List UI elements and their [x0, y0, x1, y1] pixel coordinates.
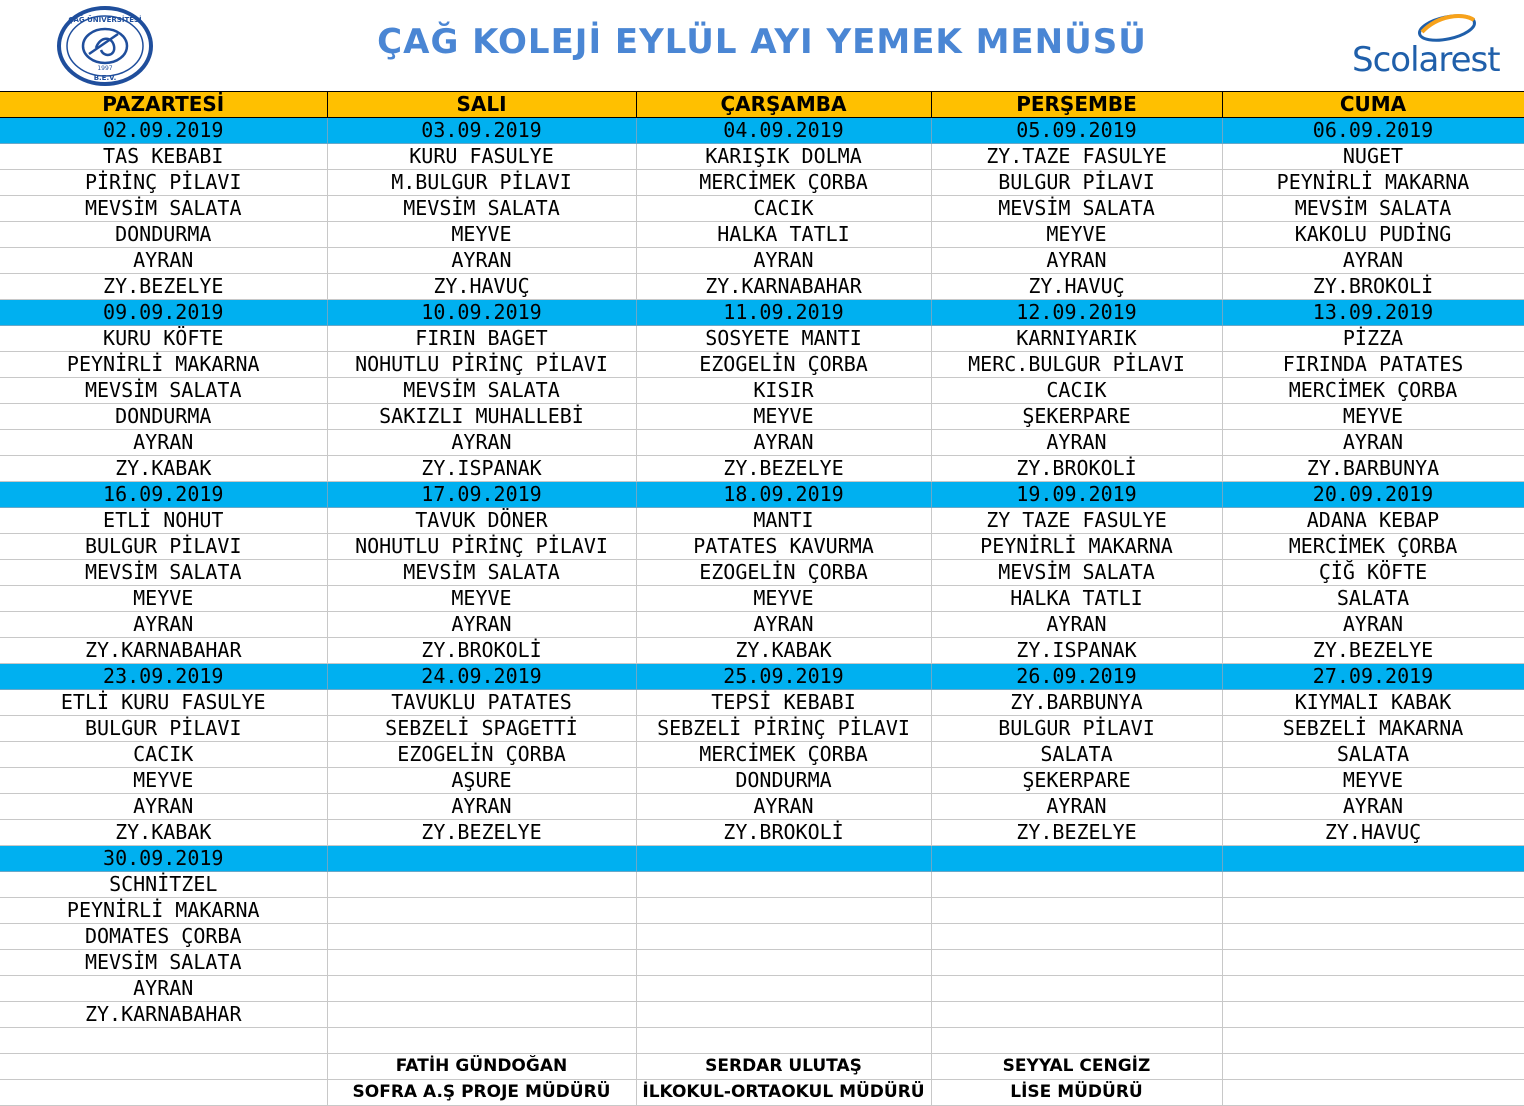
- meal-cell: ZY.BARBUNYA: [1222, 456, 1524, 482]
- meal-cell: AYRAN: [1222, 430, 1524, 456]
- date-cell: 19.09.2019: [931, 482, 1222, 508]
- date-cell: 16.09.2019: [0, 482, 327, 508]
- meal-cell: AYRAN: [931, 612, 1222, 638]
- empty-cell: [636, 1028, 931, 1054]
- signature-name: SERDAR ULUTAŞ: [636, 1054, 931, 1080]
- meal-row: [0, 872, 1524, 898]
- meal-row: [0, 144, 1524, 170]
- meal-cell: BULGUR PİLAVI: [0, 716, 327, 742]
- day-header-row: [0, 92, 1524, 118]
- meal-cell: MERCİMEK ÇORBA: [636, 170, 931, 196]
- meal-cell: SEBZELİ PİRİNÇ PİLAVI: [636, 716, 931, 742]
- meal-row: [0, 404, 1524, 430]
- meal-cell: [636, 898, 931, 924]
- meal-cell: [327, 872, 636, 898]
- meal-cell: SEBZELİ SPAGETTİ: [327, 716, 636, 742]
- signature-role: SOFRA A.Ş PROJE MÜDÜRÜ: [327, 1080, 636, 1106]
- meal-row: [0, 950, 1524, 976]
- meal-row: [0, 716, 1524, 742]
- meal-cell: ETLİ KURU FASULYE: [0, 690, 327, 716]
- meal-row: [0, 768, 1524, 794]
- day-header: CUMA: [1222, 92, 1524, 118]
- meal-cell: [1222, 898, 1524, 924]
- meal-cell: MANTI: [636, 508, 931, 534]
- meal-cell: SAKIZLI MUHALLEBİ: [327, 404, 636, 430]
- signature-role: LİSE MÜDÜRÜ: [931, 1080, 1222, 1106]
- meal-cell: [327, 924, 636, 950]
- meal-cell: [636, 976, 931, 1002]
- meal-cell: AYRAN: [636, 794, 931, 820]
- meal-cell: [931, 976, 1222, 1002]
- meal-cell: MERCİMEK ÇORBA: [636, 742, 931, 768]
- meal-cell: DONDURMA: [0, 404, 327, 430]
- meal-cell: AYRAN: [327, 612, 636, 638]
- signature-role: İLKOKUL-ORTAOKUL MÜDÜRÜ: [636, 1080, 931, 1106]
- empty-cell: [327, 1028, 636, 1054]
- svg-text:ÇAĞ ÜNİVERSİTESİ: ÇAĞ ÜNİVERSİTESİ: [68, 16, 142, 24]
- meal-cell: AYRAN: [636, 430, 931, 456]
- date-row: [0, 482, 1524, 508]
- svg-text:B.E.V.: B.E.V.: [93, 74, 117, 82]
- date-cell: 09.09.2019: [0, 300, 327, 326]
- meal-cell: MEVSİM SALATA: [931, 196, 1222, 222]
- meal-row: [0, 508, 1524, 534]
- meal-cell: CACIK: [636, 196, 931, 222]
- meal-cell: BULGUR PİLAVI: [931, 170, 1222, 196]
- date-cell: 18.09.2019: [636, 482, 931, 508]
- signature-name: FATİH GÜNDOĞAN: [327, 1054, 636, 1080]
- meal-cell: HALKA TATLI: [636, 222, 931, 248]
- meal-cell: ZY.BROKOLİ: [636, 820, 931, 846]
- meal-cell: ZY.BARBUNYA: [931, 690, 1222, 716]
- meal-cell: MEVSİM SALATA: [0, 950, 327, 976]
- meal-cell: ZY.KARNABAHAR: [0, 1002, 327, 1028]
- meal-cell: EZOGELİN ÇORBA: [636, 560, 931, 586]
- date-row: [0, 664, 1524, 690]
- meal-cell: MERCİMEK ÇORBA: [1222, 534, 1524, 560]
- meal-cell: MEVSİM SALATA: [1222, 196, 1524, 222]
- meal-cell: MEYVE: [1222, 768, 1524, 794]
- meal-cell: PEYNİRLİ MAKARNA: [931, 534, 1222, 560]
- date-cell: 17.09.2019: [327, 482, 636, 508]
- meal-cell: ZY.ISPANAK: [931, 638, 1222, 664]
- meal-cell: SOSYETE MANTI: [636, 326, 931, 352]
- meal-cell: PEYNİRLİ MAKARNA: [1222, 170, 1524, 196]
- meal-cell: DONDURMA: [636, 768, 931, 794]
- meal-cell: ZY.BEZELYE: [327, 820, 636, 846]
- meal-cell: NOHUTLU PİRİNÇ PİLAVI: [327, 534, 636, 560]
- meal-row: [0, 378, 1524, 404]
- meal-cell: ŞEKERPARE: [931, 768, 1222, 794]
- day-header: SALI: [327, 92, 636, 118]
- empty-cell: [1222, 1080, 1524, 1106]
- meal-cell: SALATA: [1222, 742, 1524, 768]
- meal-row: [0, 638, 1524, 664]
- meal-cell: PEYNİRLİ MAKARNA: [0, 352, 327, 378]
- meal-cell: MEYVE: [327, 586, 636, 612]
- meal-cell: EZOGELİN ÇORBA: [327, 742, 636, 768]
- date-cell: 05.09.2019: [931, 118, 1222, 144]
- meal-cell: MEVSİM SALATA: [327, 196, 636, 222]
- page-header: [0, 0, 1524, 91]
- date-cell: 24.09.2019: [327, 664, 636, 690]
- meal-row: [0, 794, 1524, 820]
- meal-cell: CACIK: [931, 378, 1222, 404]
- meal-cell: NOHUTLU PİRİNÇ PİLAVI: [327, 352, 636, 378]
- signature-role-row: [0, 1080, 1524, 1106]
- meal-row: [0, 456, 1524, 482]
- meal-cell: ÇİĞ KÖFTE: [1222, 560, 1524, 586]
- empty-cell: [0, 1054, 327, 1080]
- date-row: [0, 846, 1524, 872]
- scolarest-logo: [1352, 10, 1500, 82]
- meal-cell: DONDURMA: [0, 222, 327, 248]
- meal-cell: ZY.BEZELYE: [931, 820, 1222, 846]
- meal-cell: [931, 924, 1222, 950]
- empty-cell: [931, 1028, 1222, 1054]
- meal-cell: KURU KÖFTE: [0, 326, 327, 352]
- date-cell: 23.09.2019: [0, 664, 327, 690]
- meal-row: [0, 352, 1524, 378]
- meal-cell: TAVUKLU PATATES: [327, 690, 636, 716]
- meal-cell: ZY.BEZELYE: [636, 456, 931, 482]
- meal-cell: [636, 872, 931, 898]
- meal-cell: ZY TAZE FASULYE: [931, 508, 1222, 534]
- meal-cell: [931, 898, 1222, 924]
- meal-row: [0, 898, 1524, 924]
- meal-cell: KURU FASULYE: [327, 144, 636, 170]
- meal-cell: [636, 1002, 931, 1028]
- date-cell: 26.09.2019: [931, 664, 1222, 690]
- date-cell: 25.09.2019: [636, 664, 931, 690]
- empty-cell: [1222, 1054, 1524, 1080]
- meal-cell: ZY.BROKOLİ: [327, 638, 636, 664]
- empty-cell: [1222, 1028, 1524, 1054]
- date-cell: [636, 846, 931, 872]
- meal-cell: MEVSİM SALATA: [931, 560, 1222, 586]
- meal-cell: KIYMALI KABAK: [1222, 690, 1524, 716]
- meal-cell: ŞEKERPARE: [931, 404, 1222, 430]
- meal-row: [0, 1002, 1524, 1028]
- meal-cell: FIRINDA PATATES: [1222, 352, 1524, 378]
- meal-cell: ZY.TAZE FASULYE: [931, 144, 1222, 170]
- meal-cell: [931, 1002, 1222, 1028]
- signature-name-row: [0, 1054, 1524, 1080]
- day-header: ÇARŞAMBA: [636, 92, 931, 118]
- meal-row: [0, 170, 1524, 196]
- meal-cell: MEVSİM SALATA: [0, 378, 327, 404]
- meal-cell: MERCİMEK ÇORBA: [1222, 378, 1524, 404]
- meal-cell: AYRAN: [0, 430, 327, 456]
- meal-cell: AYRAN: [931, 248, 1222, 274]
- meal-cell: KAKOLU PUDİNG: [1222, 222, 1524, 248]
- meal-cell: MEYVE: [0, 586, 327, 612]
- meal-cell: [327, 950, 636, 976]
- meal-row: [0, 924, 1524, 950]
- meal-row: [0, 222, 1524, 248]
- meal-cell: MEYVE: [636, 404, 931, 430]
- meal-cell: AYRAN: [0, 976, 327, 1002]
- meal-cell: SALATA: [931, 742, 1222, 768]
- meal-cell: [636, 924, 931, 950]
- signature-name: SEYYAL CENGİZ: [931, 1054, 1222, 1080]
- meal-cell: ZY.ISPANAK: [327, 456, 636, 482]
- meal-cell: PİRİNÇ PİLAVI: [0, 170, 327, 196]
- spacer-row: [0, 1028, 1524, 1054]
- meal-row: [0, 196, 1524, 222]
- meal-cell: SEBZELİ MAKARNA: [1222, 716, 1524, 742]
- date-cell: 10.09.2019: [327, 300, 636, 326]
- meal-cell: PEYNİRLİ MAKARNA: [0, 898, 327, 924]
- meal-cell: ZY.HAVUÇ: [1222, 820, 1524, 846]
- meal-cell: ADANA KEBAP: [1222, 508, 1524, 534]
- date-cell: [931, 846, 1222, 872]
- meal-cell: ZY.KABAK: [0, 820, 327, 846]
- meal-cell: MEVSİM SALATA: [327, 560, 636, 586]
- meal-cell: EZOGELİN ÇORBA: [636, 352, 931, 378]
- meal-cell: AYRAN: [0, 612, 327, 638]
- meal-cell: MEVSİM SALATA: [0, 560, 327, 586]
- meal-cell: ETLİ NOHUT: [0, 508, 327, 534]
- meal-cell: ZY.BROKOLİ: [931, 456, 1222, 482]
- meal-cell: AYRAN: [1222, 612, 1524, 638]
- meal-row: [0, 274, 1524, 300]
- meal-cell: AŞURE: [327, 768, 636, 794]
- date-cell: 06.09.2019: [1222, 118, 1524, 144]
- meal-cell: [1222, 976, 1524, 1002]
- meal-cell: KARIŞIK DOLMA: [636, 144, 931, 170]
- meal-cell: MEVSİM SALATA: [327, 378, 636, 404]
- meal-cell: [1222, 1002, 1524, 1028]
- meal-cell: ZY.HAVUÇ: [327, 274, 636, 300]
- meal-cell: MEYVE: [636, 586, 931, 612]
- meal-cell: KARNIYARIK: [931, 326, 1222, 352]
- day-header: PERŞEMBE: [931, 92, 1222, 118]
- meal-cell: AYRAN: [327, 430, 636, 456]
- date-cell: 30.09.2019: [0, 846, 327, 872]
- meal-cell: AYRAN: [636, 612, 931, 638]
- meal-row: [0, 742, 1524, 768]
- meal-cell: [1222, 872, 1524, 898]
- date-cell: 04.09.2019: [636, 118, 931, 144]
- date-cell: 02.09.2019: [0, 118, 327, 144]
- meal-cell: AYRAN: [1222, 248, 1524, 274]
- meal-row: [0, 248, 1524, 274]
- meal-cell: AYRAN: [327, 248, 636, 274]
- meal-cell: PATATES KAVURMA: [636, 534, 931, 560]
- meal-cell: [1222, 924, 1524, 950]
- scolarest-logo-text: Scolarest: [1352, 40, 1500, 80]
- meal-cell: [327, 1002, 636, 1028]
- meal-cell: TAS KEBABI: [0, 144, 327, 170]
- meal-cell: AYRAN: [931, 794, 1222, 820]
- date-cell: 11.09.2019: [636, 300, 931, 326]
- meal-cell: MEYVE: [327, 222, 636, 248]
- meal-row: [0, 560, 1524, 586]
- empty-cell: [0, 1080, 327, 1106]
- page-title: ÇAĞ KOLEJİ EYLÜL AYI YEMEK MENÜSÜ: [377, 22, 1147, 62]
- empty-cell: [0, 1028, 327, 1054]
- date-cell: 13.09.2019: [1222, 300, 1524, 326]
- meal-row: [0, 820, 1524, 846]
- meal-cell: MEVSİM SALATA: [0, 196, 327, 222]
- menu-table: [0, 91, 1524, 1106]
- meal-row: [0, 430, 1524, 456]
- meal-cell: ZY.KABAK: [636, 638, 931, 664]
- date-cell: 20.09.2019: [1222, 482, 1524, 508]
- meal-row: [0, 326, 1524, 352]
- meal-cell: ZY.KARNABAHAR: [636, 274, 931, 300]
- meal-cell: KISIR: [636, 378, 931, 404]
- meal-cell: AYRAN: [1222, 794, 1524, 820]
- meal-cell: BULGUR PİLAVI: [0, 534, 327, 560]
- meal-cell: BULGUR PİLAVI: [931, 716, 1222, 742]
- meal-cell: ZY.HAVUÇ: [931, 274, 1222, 300]
- meal-cell: NUGET: [1222, 144, 1524, 170]
- date-cell: 03.09.2019: [327, 118, 636, 144]
- meal-cell: AYRAN: [636, 248, 931, 274]
- meal-cell: SCHNİTZEL: [0, 872, 327, 898]
- date-cell: [1222, 846, 1524, 872]
- meal-cell: AYRAN: [0, 794, 327, 820]
- date-cell: 27.09.2019: [1222, 664, 1524, 690]
- meal-cell: ZY.BEZELYE: [1222, 638, 1524, 664]
- date-cell: 12.09.2019: [931, 300, 1222, 326]
- date-cell: [327, 846, 636, 872]
- meal-cell: AYRAN: [0, 248, 327, 274]
- meal-cell: [931, 872, 1222, 898]
- meal-cell: TEPSİ KEBABI: [636, 690, 931, 716]
- meal-cell: MERC.BULGUR PİLAVI: [931, 352, 1222, 378]
- meal-row: [0, 534, 1524, 560]
- meal-cell: ZY.BROKOLİ: [1222, 274, 1524, 300]
- meal-cell: AYRAN: [327, 794, 636, 820]
- meal-row: [0, 690, 1524, 716]
- meal-cell: SALATA: [1222, 586, 1524, 612]
- meal-cell: CACIK: [0, 742, 327, 768]
- meal-row: [0, 612, 1524, 638]
- meal-cell: MEYVE: [931, 222, 1222, 248]
- meal-cell: [1222, 950, 1524, 976]
- meal-cell: [327, 898, 636, 924]
- meal-cell: [636, 950, 931, 976]
- meal-row: [0, 976, 1524, 1002]
- meal-cell: MEYVE: [1222, 404, 1524, 430]
- meal-cell: FIRIN BAGET: [327, 326, 636, 352]
- meal-cell: ZY.BEZELYE: [0, 274, 327, 300]
- meal-row: [0, 586, 1524, 612]
- meal-cell: AYRAN: [931, 430, 1222, 456]
- meal-cell: PİZZA: [1222, 326, 1524, 352]
- meal-cell: TAVUK DÖNER: [327, 508, 636, 534]
- meal-cell: [931, 950, 1222, 976]
- meal-cell: [327, 976, 636, 1002]
- meal-cell: M.BULGUR PİLAVI: [327, 170, 636, 196]
- date-row: [0, 118, 1524, 144]
- day-header: PAZARTESİ: [0, 92, 327, 118]
- meal-cell: DOMATES ÇORBA: [0, 924, 327, 950]
- meal-cell: MEYVE: [0, 768, 327, 794]
- svg-text:1997: 1997: [97, 65, 113, 72]
- meal-cell: HALKA TATLI: [931, 586, 1222, 612]
- meal-cell: ZY.KABAK: [0, 456, 327, 482]
- date-row: [0, 300, 1524, 326]
- meal-cell: ZY.KARNABAHAR: [0, 638, 327, 664]
